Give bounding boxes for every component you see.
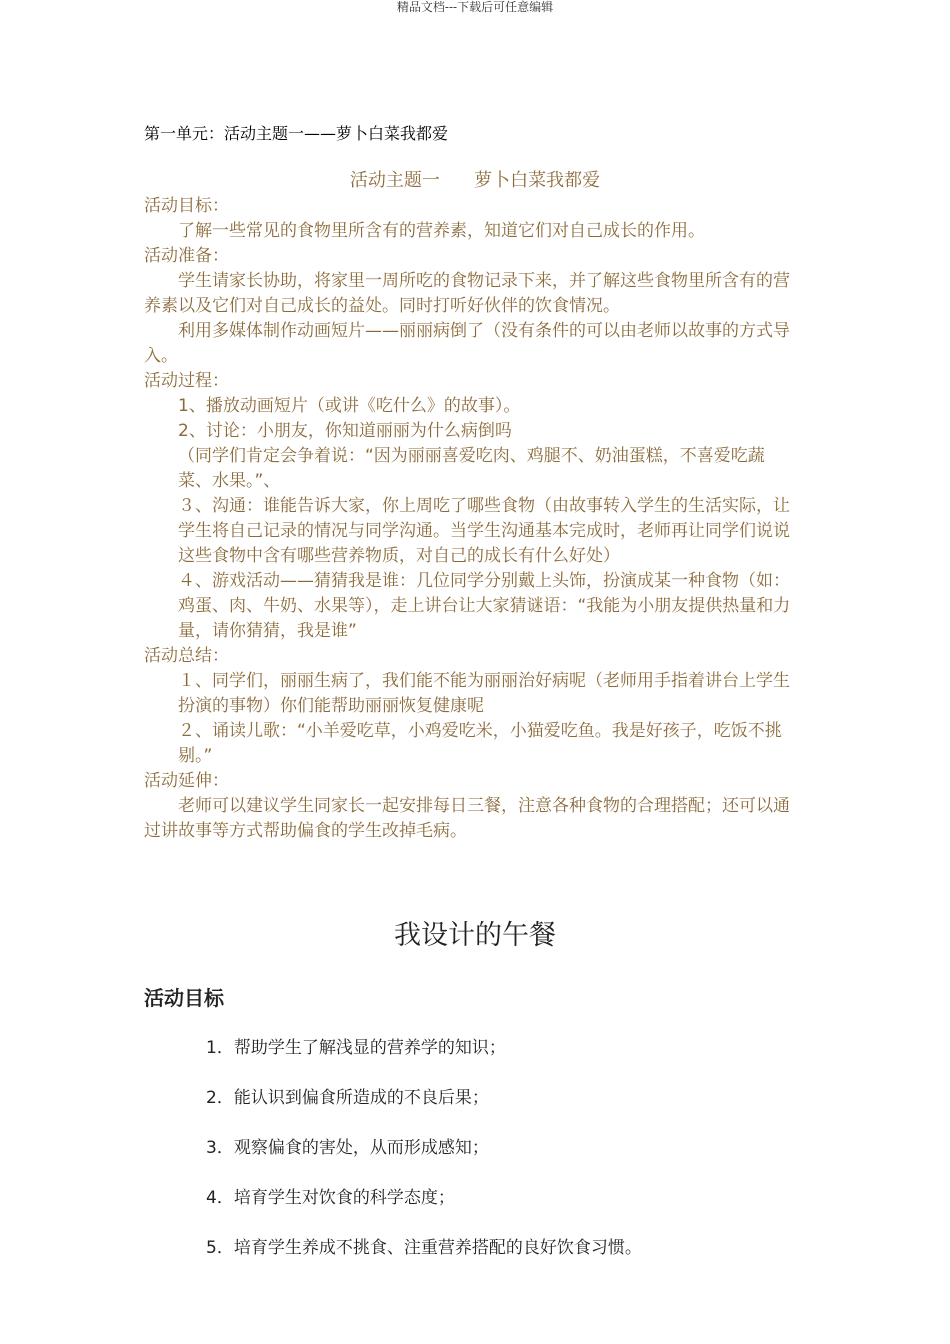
prep-paragraph: 学生请家长协助，将家里一周所吃的食物记录下来，并了解这些食物里所含有的营养素以及它们对自己成长的益处。同时打听好伙伴的饮食情况。 xyxy=(144,271,790,316)
lunch-goal-item: 2．能认识到偏食所造成的不良后果； xyxy=(206,1088,489,1108)
unit-title: 第一单元：活动主题一——萝卜白菜我都爱 xyxy=(144,124,449,143)
lunch-goal-item: 1．帮助学生了解浅显的营养学的知识； xyxy=(206,1038,506,1058)
summary-heading: 活动总结： xyxy=(144,646,229,666)
extension-heading: 活动延伸： xyxy=(144,771,229,791)
activity-title: 活动主题一 萝卜白菜我都爱 xyxy=(349,170,601,191)
summary-item: １、同学们，丽丽生病了，我们能不能为丽丽治好病呢（老师用手指着讲台上学生扮演的事物）你们能帮助丽丽恢复健康呢 xyxy=(178,671,790,716)
lunch-goal-item: 3．观察偏食的害处，从而形成感知； xyxy=(206,1138,489,1158)
lunch-goal-heading: 活动目标 xyxy=(144,986,224,1010)
extension-text: 老师可以建议学生同家长一起安排每日三餐，注意各种食物的合理搭配；还可以通过讲故事等方式帮助偏食的学生改掉毛病。 xyxy=(144,796,790,841)
prep-paragraph: 利用多媒体制作动画短片——丽丽病倒了（没有条件的可以由老师以故事的方式导入。 xyxy=(144,321,790,366)
lunch-title: 我设计的午餐 xyxy=(394,920,556,951)
summary-item: ２、诵读儿歌：“小羊爱吃草，小鸡爱吃米，小猫爱吃鱼。我是好孩子，吃饭不挑剔。” xyxy=(178,721,782,766)
process-item: ３、沟通：谁能告诉大家，你上周吃了哪些食物（由故事转入学生的生活实际，让学生将自己记录的情况与同学沟通。当学生沟通基本完成时，老师再让同学们说说这些食物中含有哪些营养物质，对自己的成长有什么好处） xyxy=(178,496,790,566)
activity-content xyxy=(144,194,794,844)
prep-heading: 活动准备： xyxy=(144,246,229,266)
lunch-goal-item: 4．培育学生对饮食的科学态度； xyxy=(206,1188,455,1208)
process-item: 2、讨论：小朋友，你知道丽丽为什么病倒吗 xyxy=(178,421,512,441)
goal-text: 了解一些常见的食物里所含有的营养素，知道它们对自己成长的作用。 xyxy=(178,221,705,241)
process-item: 1、播放动画短片（或讲《吃什么》的故事）。 xyxy=(178,396,521,416)
goal-heading: 活动目标： xyxy=(144,196,229,216)
process-heading: 活动过程： xyxy=(144,371,229,391)
process-item: （同学们肯定会争着说：“因为丽丽喜爱吃肉、鸡腿不、奶油蛋糕，不喜爱吃蔬菜、水果。”、 xyxy=(178,446,765,491)
process-item: ４、游戏活动——猜猜我是谁：几位同学分别戴上头饰，扮演成某一种食物（如：鸡蛋、肉、牛奶、水果等），走上讲台让大家猜谜语：“我能为小朋友提供热量和力量，请你猜猜，我是谁” xyxy=(178,571,791,641)
page-header: 精品文档---下载后可任意编辑 xyxy=(396,0,554,14)
lunch-goal-item: 5．培育学生养成不挑食、注重营养搭配的良好饮食习惯。 xyxy=(206,1238,642,1258)
